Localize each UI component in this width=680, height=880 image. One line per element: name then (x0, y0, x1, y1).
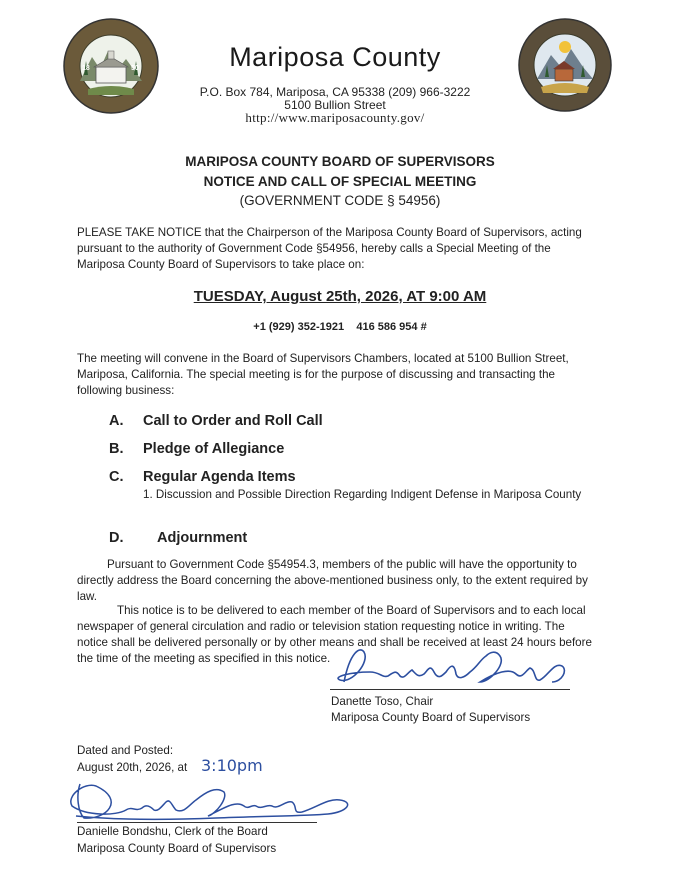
clerk-organization: Mariposa County Board of Supervisors (77, 842, 277, 855)
agenda-letter-a: A. (109, 413, 124, 429)
posted-time-handwritten: 3:10pm (201, 756, 263, 775)
agenda-item-regular-items: Regular Agenda Items (143, 469, 296, 485)
header-address: P.O. Box 784, Mariposa, CA 95338 (209) 966-3222 (199, 85, 471, 99)
notice-title-line1: MARIPOSA COUNTY BOARD OF SUPERVISORS (185, 154, 495, 169)
clerk-name: Danielle Bondshu, Clerk of the Board (77, 825, 268, 838)
dated-label: Dated and Posted: (77, 744, 174, 757)
agenda-letter-b: B. (109, 441, 124, 457)
dated-date: August 20th, 2026, at (77, 761, 188, 774)
clerk-handwritten-signature (66, 776, 366, 826)
board-of-supervisors-seal-logo (517, 17, 613, 113)
agenda-subitem-indigent-defense: 1. Discussion and Possible Direction Regarding Indigent Defense in Mariposa County (143, 488, 582, 501)
public-comment-paragraph: Pursuant to Government Code §54954.3, members of the public will have the opportunity to directly address the Board concerning the above-mentioned business only, to the extent required by law. (77, 558, 588, 603)
delivery-notice-paragraph: This notice is to be delivered to each member of the Board of Supervisors and to each local newspaper of general circulation and radio or television station requesting notice in writing. The notice shall be delivered personally or by other means and shall be received at least 24 hours before the time of the meeting as specified in this notice. (77, 604, 592, 665)
chair-handwritten-signature (330, 642, 575, 692)
agenda-item-adjournment: Adjournment (157, 530, 248, 546)
svg-text:50: 50 (131, 65, 139, 72)
header-street: 5100 Bullion Street (284, 98, 386, 112)
svg-text:18: 18 (82, 65, 90, 72)
county-name: Mariposa County (229, 42, 441, 72)
agenda-letter-c: C. (109, 469, 124, 485)
intro-paragraph: PLEASE TAKE NOTICE that the Chairperson of the Mariposa County Board of Supervisors, acting pursuant to the authority of Government Code §54956, hereby calls a Special Meeting of the Mariposa County Board of Supervisors to take place on: (77, 226, 582, 271)
chair-name: Danette Toso, Chair (331, 695, 434, 708)
notice-title-line2: NOTICE AND CALL OF SPECIAL MEETING (203, 174, 477, 189)
chair-organization: Mariposa County Board of Supervisors (331, 711, 531, 724)
location-paragraph: The meeting will convene in the Board of Supervisors Chambers, located at 5100 Bullion Street, Mariposa, California. The special meeting is for the purpose of discussing and transacting the following business: (77, 352, 569, 397)
county-website-link[interactable]: http://www.mariposacounty.gov/ (245, 110, 425, 125)
chair-signature-line (330, 689, 570, 690)
agenda-item-pledge: Pledge of Allegiance (143, 441, 285, 457)
notice-title-line3: (GOVERNMENT CODE § 54956) (239, 193, 441, 208)
agenda-item-call-to-order: Call to Order and Roll Call (143, 413, 323, 429)
meeting-datetime: TUESDAY, August 25th, 2026, AT 9:00 AM (193, 288, 487, 305)
county-seal-logo (62, 17, 160, 115)
agenda-letter-d: D. (109, 530, 124, 546)
dial-in-number: +1 (929) 352-1921 416 586 954 # (253, 321, 427, 333)
